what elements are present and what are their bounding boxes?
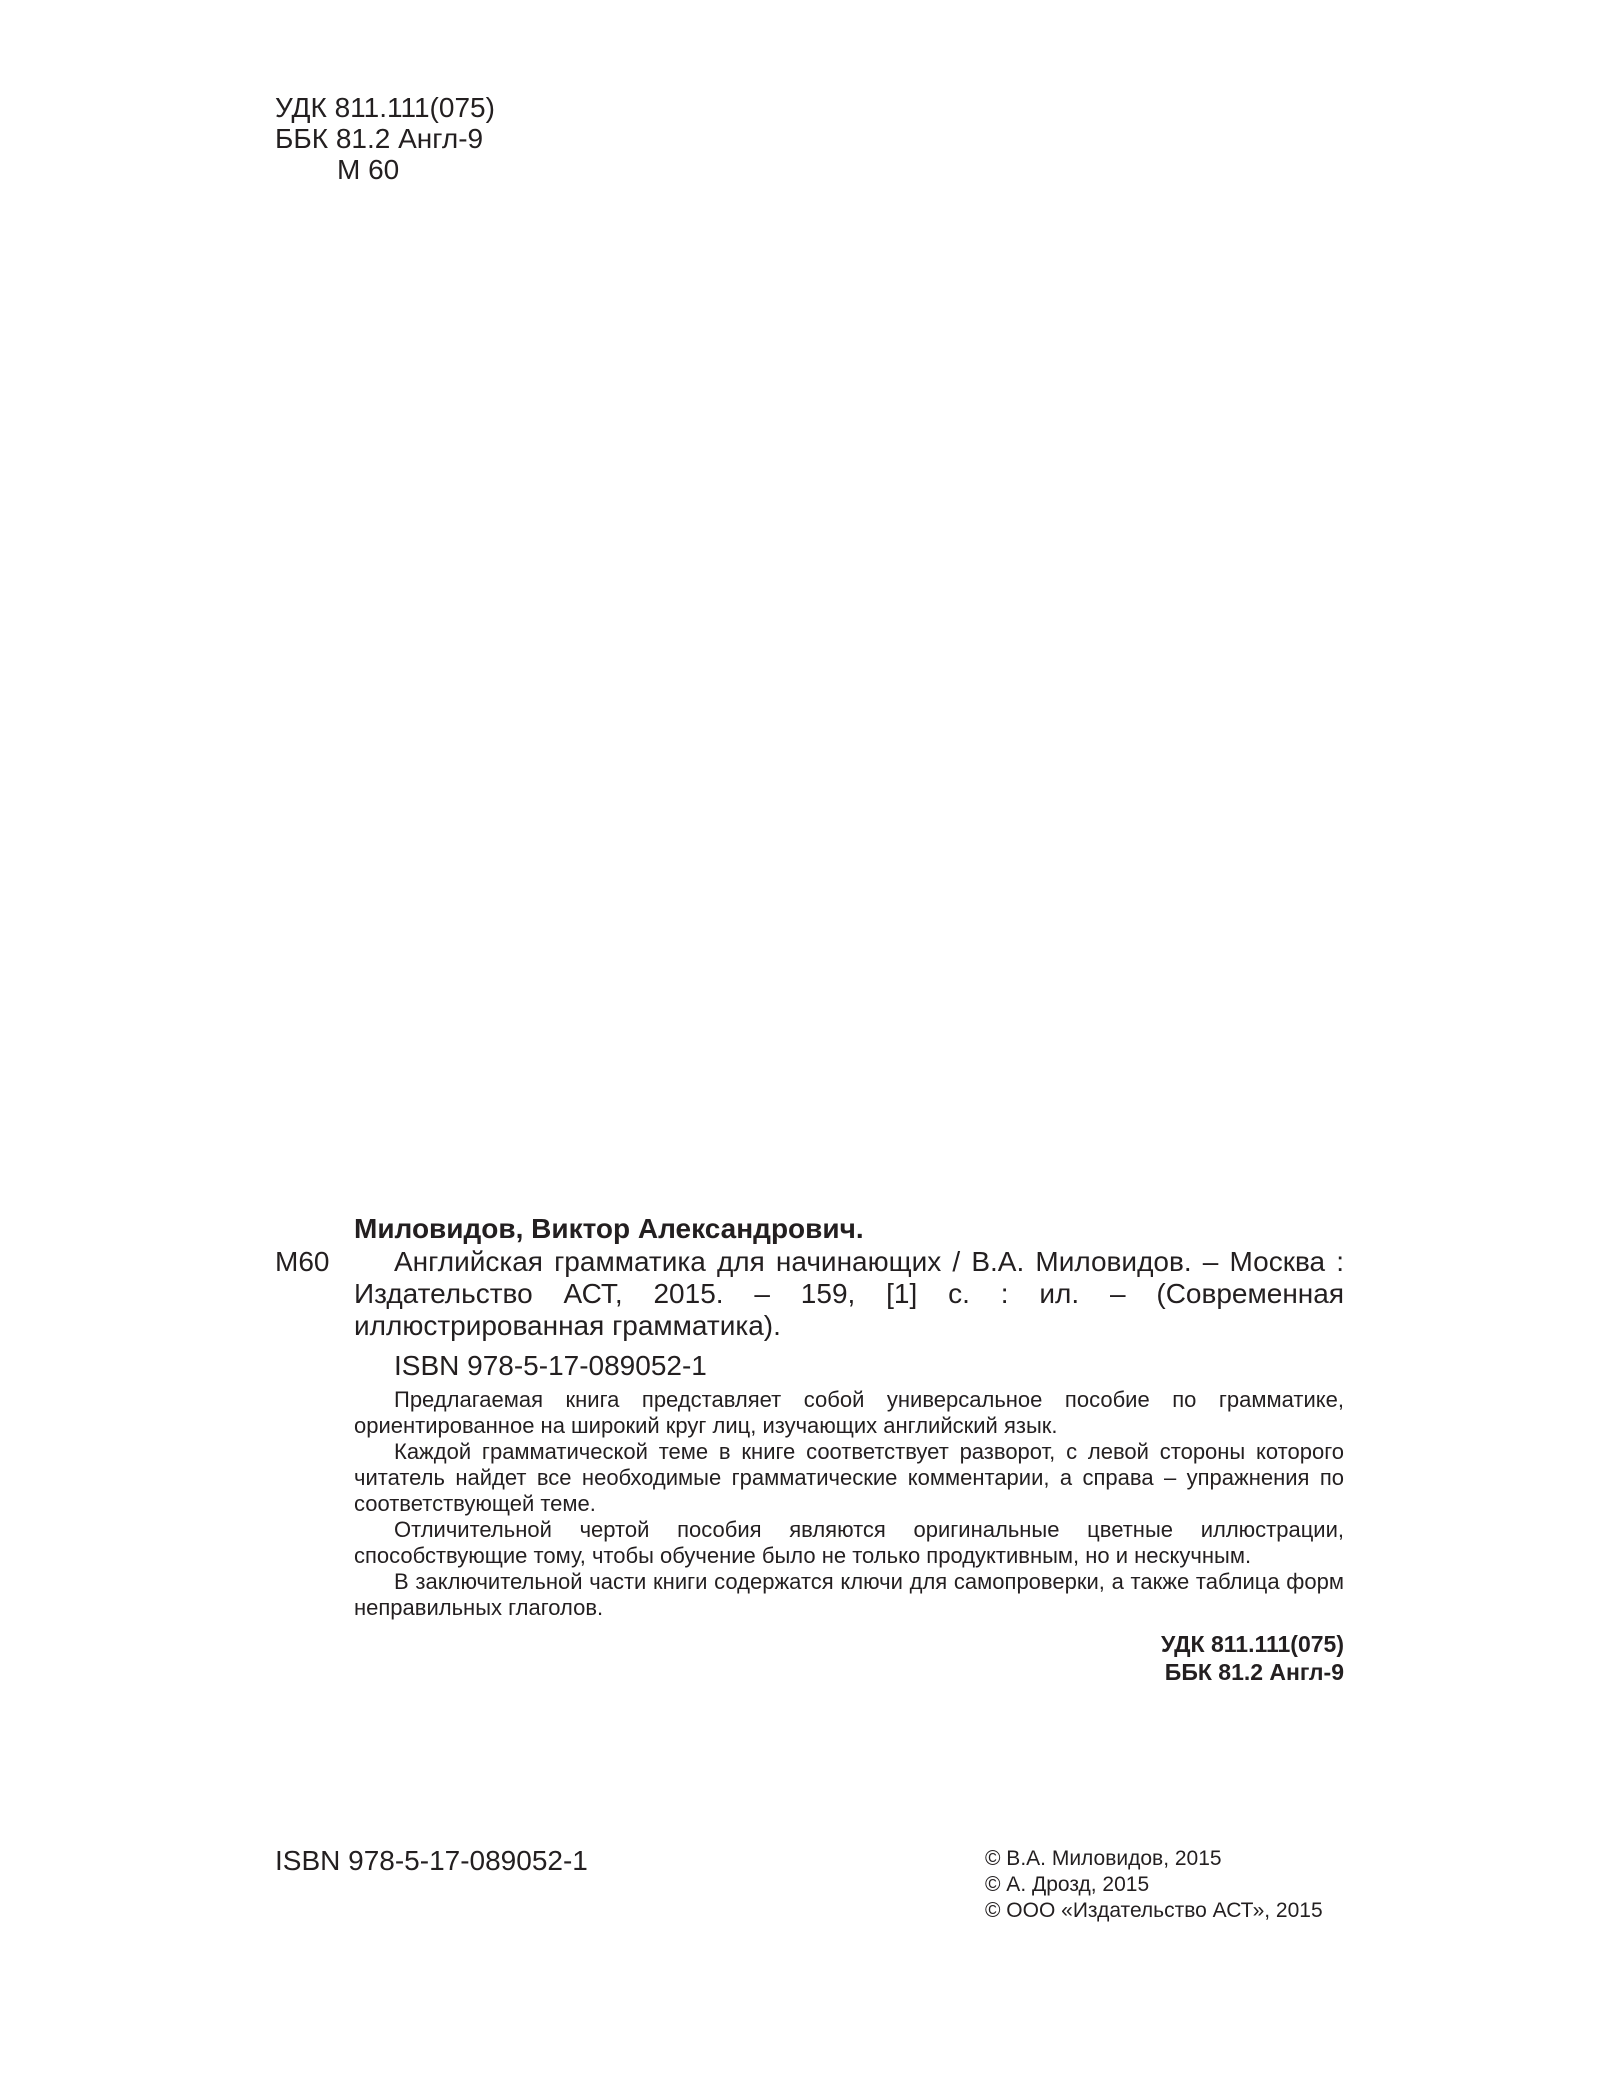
udk-code: УДК 811.111(075) xyxy=(1161,1631,1344,1657)
record-isbn: ISBN 978-5-17-089052-1 xyxy=(394,1350,707,1381)
annotation-paragraph: В заключительной части книги содержатся ключи для самопроверки, а также таблица форм неправильных глаголов. xyxy=(354,1569,1344,1620)
footer-isbn: ISBN 978-5-17-089052-1 xyxy=(275,1845,588,1876)
annotation-paragraph: Каждой грамматической теме в книге соответствует разворот, с левой стороны которого читатель найдет все необходимые грамматические комментарии, а справа – упражнения по соответствующей теме. xyxy=(354,1439,1344,1516)
author-mark: М 60 xyxy=(337,154,400,185)
description-text: Английская грамматика для начинающих / В.А. Миловидов. – Москва : Издательство АСТ, 2015. – 159, [1] с. : ил. – (Современная иллюстрированная грамматика). xyxy=(354,1246,1344,1341)
copyright-line: © А. Дрозд, 2015 xyxy=(985,1873,1150,1896)
bbk-code: ББК 81.2 Англ-9 xyxy=(275,123,484,154)
bbk-code: ББК 81.2 Англ-9 xyxy=(1164,1659,1344,1685)
bottom-classification-codes xyxy=(1161,1630,1344,1686)
top-classification-codes xyxy=(275,92,495,185)
udk-code: УДК 811.111(075) xyxy=(275,92,495,123)
copyright-block xyxy=(985,1846,1323,1924)
bibliographic-description xyxy=(354,1246,1344,1342)
record-author: Миловидов, Виктор Александрович. xyxy=(354,1213,864,1244)
annotation-paragraph: Предлагаемая книга представляет собой универсальное пособие по грамматике, ориентированное на широкий круг лиц, изучающих английский язык. xyxy=(354,1387,1344,1438)
record-author-mark: М60 xyxy=(275,1246,330,1277)
copyright-line: © ООО «Издательство АСТ», 2015 xyxy=(985,1899,1323,1922)
annotation xyxy=(354,1387,1344,1621)
copyright-line: © В.А. Миловидов, 2015 xyxy=(985,1847,1222,1870)
annotation-paragraph: Отличительной чертой пособия являются оригинальные цветные иллюстрации, способствующие тому, чтобы обучение было не только продуктивным, но и нескучным. xyxy=(354,1517,1344,1568)
